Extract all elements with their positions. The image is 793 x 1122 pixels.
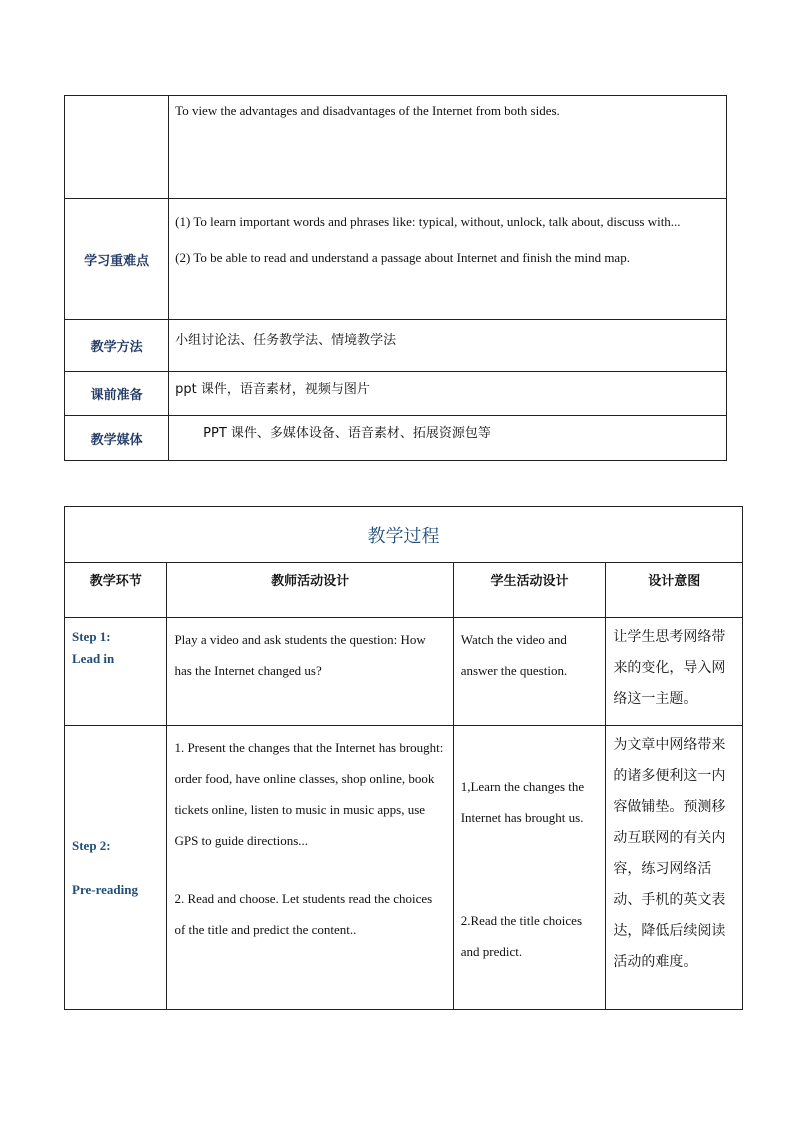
methods-label: 教学方法 [65,320,169,372]
media-label: 教学媒体 [65,416,169,461]
step-1-intent: 让学生思考网络带来的变化，导入网络这一主题。 [606,618,743,726]
prep-value: ppt 课件，语音素材，视频与图片 [169,372,727,416]
step-1-number: Step 1: [72,629,111,644]
step-2-teacher-item-1: 1. Present the changes that the Internet has brought: order food, have online classes, shop online, book tickets online, listen to music in music apps, use GPS to guide directions... [174,740,444,848]
step-1-name: Lead in [72,651,115,666]
key-points-cell [169,199,727,320]
objective-text: To view the advantages and disadvantages of the Internet from both sides. [169,96,727,199]
step-2-teacher [167,726,453,1010]
header-teacher: 教师活动设计 [167,563,453,618]
media-value: PPT 课件、多媒体设备、语音素材、拓展资源包等 [169,416,727,461]
process-title: 教学过程 [65,507,743,563]
step-2-teacher-item-2: 2. Read and choose. Let students read the choices of the title and predict the content.. [174,891,433,937]
key-point-1: (1) To learn important words and phrases like: typical, without, unlock, talk about, discuss with... [175,214,681,229]
step-2-cell [65,726,167,1010]
step-2-student-item-1: 1,Learn the changes the Internet has brought us. [460,779,585,825]
step-2-name: Pre-reading [72,881,138,897]
step-2-student [453,726,606,1010]
header-step: 教学环节 [65,563,167,618]
key-point-2: (2) To be able to read and understand a passage about Internet and finish the mind map. [175,250,630,265]
step-2-intent: 为文章中网络带来的诸多便利这一内容做铺垫。预测移动互联网的有关内容，练习网络活动、手机的英文表达，降低后续阅读活动的难度。 [606,726,743,1010]
step-1-teacher: Play a video and ask students the question: How has the Internet changed us? [167,618,453,726]
step-2-number: Step 2: [72,837,111,853]
methods-value: 小组讨论法、任务教学法、情境教学法 [169,320,727,372]
header-student: 学生活动设计 [453,563,606,618]
key-points-label: 学习重难点 [65,199,169,320]
step-1-student: Watch the video and answer the question. [453,618,606,726]
step-1-cell [65,618,167,726]
process-table [64,506,743,1010]
step-2-student-item-2: 2.Read the title choices and predict. [460,913,583,959]
prep-label: 课前准备 [65,372,169,416]
header-intent: 设计意图 [606,563,743,618]
blank-label-cell [65,96,169,199]
objectives-table [64,95,727,461]
